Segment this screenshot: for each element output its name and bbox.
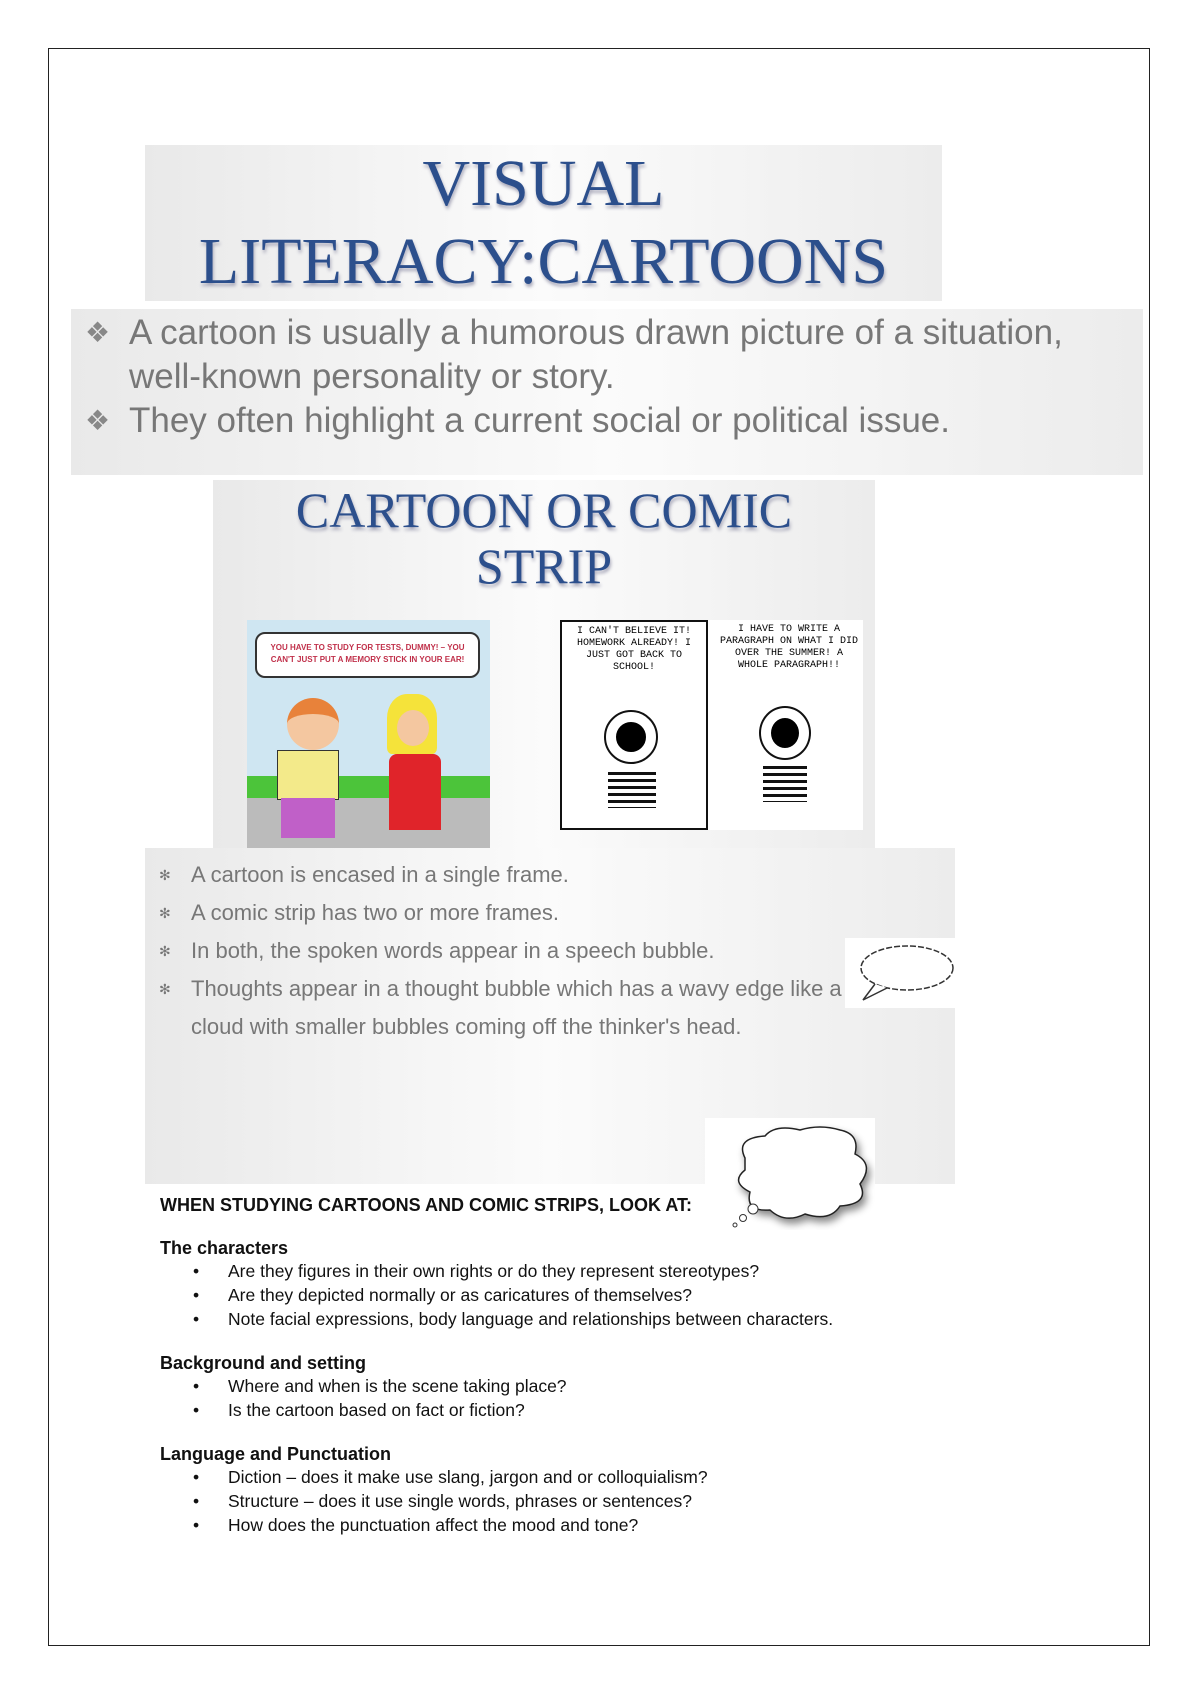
comic-strip-image xyxy=(560,620,863,830)
section-title: Language and Punctuation xyxy=(160,1444,392,1464)
comic-title-1: CARTOON OR COMIC xyxy=(295,482,793,538)
study-heading: WHEN STUDYING CARTOONS AND COMIC STRIPS, LOOK AT: xyxy=(160,1195,693,1215)
definition-bullet xyxy=(159,894,955,932)
list-item: • How does the punctuation affect the mood and tone? xyxy=(160,1513,1060,1537)
speech-bubble: YOU HAVE TO STUDY FOR TESTS, DUMMY! – YOU CAN'T JUST PUT A MEMORY STICK IN YOUR EAR! xyxy=(255,632,480,678)
bullet-text: Thoughts appear in a thought bubble which has a wavy edge like a cloud with smaller bubbles coming off the thinker's head. xyxy=(191,976,842,1039)
bullet-text: In both, the spoken words appear in a speech bubble. xyxy=(191,938,715,963)
strip-panel-1 xyxy=(560,620,708,830)
section-list xyxy=(160,1374,1060,1422)
panel-1-text: I CAN'T BELIEVE IT! HOMEWORK ALREADY! I JUST GOT BACK TO SCHOOL! xyxy=(576,626,692,673)
section-title: The characters xyxy=(160,1238,289,1258)
asterisk-bullet-icon: ✻ xyxy=(159,867,171,883)
comic-title-2: STRIP xyxy=(475,538,613,594)
list-item: • Are they depicted normally or as caricatures of themselves? xyxy=(160,1283,1060,1307)
speech-bubble-icon xyxy=(845,938,955,1008)
title-line-2: LITERACY:CARTOONS xyxy=(198,225,889,298)
list-item: • Are they figures in their own rights or do they represent stereotypes? xyxy=(160,1259,1060,1283)
asterisk-bullet-icon: ✻ xyxy=(159,905,171,921)
list-item: • Diction – does it make use slang, jargon and or colloquialism? xyxy=(160,1465,1060,1489)
asterisk-bullet-icon: ✻ xyxy=(159,981,171,997)
intro-slide xyxy=(71,309,1143,475)
asterisk-bullet-icon: ✻ xyxy=(159,943,171,959)
definition-bullet xyxy=(159,970,891,1046)
list-item: • Is the cartoon based on fact or fiction? xyxy=(160,1398,1060,1422)
list-item: • Structure – does it use single words, phrases or sentences? xyxy=(160,1489,1060,1513)
panel-2-text: I HAVE TO WRITE A PARAGRAPH ON WHAT I DID OVER THE SUMMER! A WHOLE PARAGRAPH!! xyxy=(719,624,859,671)
list-item: • Note facial expressions, body language and relationships between characters. xyxy=(160,1307,1060,1331)
title-line-1: VISUAL xyxy=(422,147,665,220)
diamond-bullet-icon: ❖ xyxy=(85,405,111,436)
section-title: Background and setting xyxy=(160,1353,367,1373)
strip-panel-2 xyxy=(715,620,863,830)
title-slide xyxy=(145,145,942,301)
bullet-text: A cartoon is usually a humorous drawn picture of a situation, well-known personality or story. xyxy=(129,313,1063,396)
section-list xyxy=(160,1465,1060,1537)
bullet-text: They often highlight a current social or political issue. xyxy=(129,401,950,440)
definition-bullet xyxy=(159,856,955,894)
bullet-text: A comic strip has two or more frames. xyxy=(191,900,559,925)
cartoon-image xyxy=(247,620,490,848)
list-item: • Where and when is the scene taking place? xyxy=(160,1374,1060,1398)
intro-bullet xyxy=(85,311,1133,399)
intro-bullet xyxy=(85,399,1133,443)
definition-slide xyxy=(145,848,955,1184)
study-guide xyxy=(160,1195,1060,1559)
bullet-text: A cartoon is encased in a single frame. xyxy=(191,862,569,887)
diamond-bullet-icon: ❖ xyxy=(85,317,111,348)
definition-bullet xyxy=(159,932,831,970)
section-list xyxy=(160,1259,1060,1331)
